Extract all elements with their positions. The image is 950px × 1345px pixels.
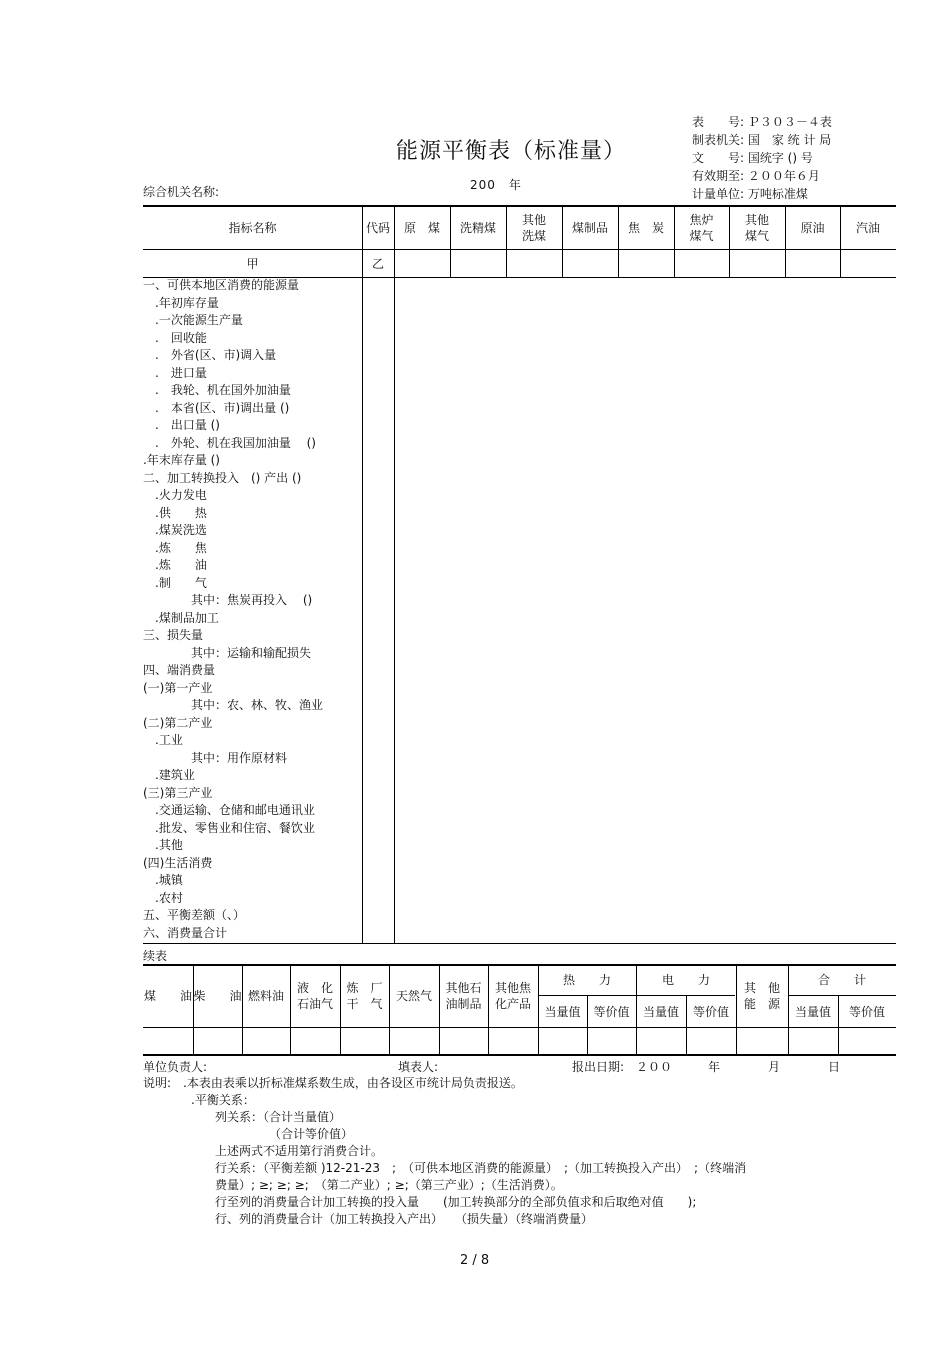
row-label: .煤制品加工 [143, 610, 219, 625]
row-label: 一、可供本地区消费的能源量 [143, 278, 300, 292]
note-line: .平衡关系： [143, 1093, 255, 1107]
row-label: . 外轮、机在我国加油量 () [143, 435, 316, 450]
meta-valid-until: 有效期至: ２００年６月 [692, 169, 820, 183]
header-total: 合 计 [817, 973, 866, 987]
header-heat: 热 力 [562, 973, 611, 987]
header-diesel: 柴 油 [193, 989, 242, 1003]
notes [143, 1075, 746, 1228]
page-title: 能源平衡表（标准量） [396, 139, 627, 164]
header-refinery-gas: 炼 厂 干 气 [346, 981, 383, 1011]
row-label: 其中：运输和输配损失 [143, 645, 312, 660]
row-label: (三)第三产业 [143, 785, 213, 800]
row-label: . 外省(区、市)调入量 [143, 348, 277, 362]
note-line: 行至列的消费量合计加工转换的投入量 (加工转换部分的全部负值求和后取绝对值 ); [143, 1195, 697, 1209]
row-label: (一)第一产业 [143, 680, 213, 695]
header-gasoline: 汽油 [855, 220, 880, 235]
row-label: 三、损失量 [143, 628, 204, 642]
subheader-heat-equivalent: 当量值 [544, 1004, 581, 1019]
row-label: .工业 [143, 733, 183, 747]
header-coal-products: 煤制品 [571, 220, 608, 235]
row-label: . 出口量 () [143, 418, 220, 432]
header-lpg: 液 化 石油气 [296, 981, 333, 1011]
note-line: 列关系：（合计当量值） [143, 1110, 342, 1124]
subheader-elec-equivalent: 当量值 [642, 1004, 679, 1019]
header-other-petroleum: 其他石 油制品 [445, 981, 482, 1011]
row-label: .制 气 [143, 575, 207, 590]
row-label: .批发、零售业和住宿、餐饮业 [143, 820, 315, 835]
subheader-total-equivalent: 当量值 [794, 1004, 831, 1019]
row-label: (四)生活消费 [143, 855, 213, 870]
note-line: 行、列的消费量合计（加工转换投入产出） （损失量）（终端消费量） [143, 1212, 594, 1226]
report-date: 报出日期: ２００ 年 月 日 [572, 1060, 841, 1074]
row-label: . 进口量 [143, 365, 207, 380]
header-fuel-oil: 燃料油 [247, 989, 284, 1003]
header-cleaned-coal: 洗精煤 [459, 220, 496, 235]
row-label: .炼 焦 [143, 540, 207, 555]
header-other-coking: 其他焦 化产品 [494, 981, 531, 1011]
header-other-gas: 其他 煤气 [744, 212, 769, 243]
row-label: .一次能源生产量 [143, 313, 243, 327]
row-label: 五、平衡差额（、） [143, 908, 246, 922]
row-label: .年初库存量 [143, 295, 219, 310]
row-label: .火力发电 [143, 488, 207, 502]
subheader-elec-calorific: 等价值 [692, 1004, 729, 1019]
header-kerosene: 煤 油 [143, 989, 192, 1003]
header-crude-oil: 原油 [800, 220, 825, 235]
meta-authority: 制表机关: 国 家 统 计 局 [692, 133, 832, 147]
row-label: .交通运输、仓储和邮电通讯业 [143, 803, 315, 817]
row-label: .供 热 [143, 505, 207, 520]
header-natural-gas: 天然气 [395, 989, 432, 1003]
row-label: . 我轮、机在国外加油量 [143, 383, 291, 397]
header-indicator: 指标名称 [228, 220, 277, 235]
row-label: 二、加工转换投入 () 产出 () [143, 470, 302, 485]
row-label: .农村 [143, 890, 183, 905]
row-label: 其中：用作原材料 [143, 750, 288, 765]
row-label: 四、端消费量 [143, 663, 216, 677]
row-label: 六、消费量合计 [143, 925, 228, 940]
row-label: (二)第二产业 [143, 715, 213, 730]
row-label: 其中：农、林、牧、渔业 [143, 698, 324, 712]
row-label: .城镇 [143, 873, 183, 887]
header-coke-oven-gas: 焦炉 煤气 [689, 212, 714, 243]
meta-document-no: 文 号: 国统字 () 号 [692, 151, 813, 165]
note-line: 行关系：（平衡差额 )12-21-23 ; （可供本地区消费的能源量） ;（加工转换投入产出） ;（终端消 [143, 1161, 747, 1175]
subheader-jia: 甲 [246, 256, 259, 271]
note-line: 说明: .本表由表乘以折标准煤系数生成，由各设区市统计局负责报送。 [143, 1076, 523, 1090]
note-line: 上述两式不适用第行消费合计。 [143, 1144, 384, 1158]
row-label: 其中：焦炭再投入 () [143, 593, 313, 607]
row-label: .炼 油 [143, 558, 207, 572]
report-year: 200 年 [470, 178, 522, 192]
subheader-total-calorific: 等价值 [848, 1004, 885, 1019]
meta-form-no: 表 号: Ｐ３０３－４表 [692, 115, 832, 129]
header-coke: 焦 炭 [627, 220, 664, 235]
note-line: （合计等价值） [143, 1127, 354, 1141]
header-other-energy: 其 他 能 源 [743, 981, 780, 1011]
subheader-yi: 乙 [371, 256, 384, 271]
row-label: .年末库存量 () [143, 453, 220, 467]
row-label: . 本省(区、市)调出量 () [143, 400, 290, 415]
continued-label: 续表 [143, 949, 168, 963]
header-meta [692, 113, 832, 203]
subheader-heat-calorific: 等价值 [593, 1004, 630, 1019]
org-name-label: 综合机关名称: [143, 185, 220, 199]
row-label: .煤炭洗选 [143, 523, 207, 537]
responsible-label: 单位负责人: [143, 1060, 208, 1074]
header-code: 代码 [365, 220, 390, 235]
note-line: 费量）; ≥; ≥; ≥; （第二产业）; ≥;（第三产业）;（生活消费）。 [143, 1178, 563, 1192]
page-number: 2 / 8 [460, 1253, 490, 1268]
header-raw-coal: 原 煤 [403, 220, 440, 235]
filler-label: 填表人: [398, 1060, 439, 1074]
row-label: .建筑业 [143, 768, 195, 782]
row-label: .其他 [143, 838, 183, 852]
header-electricity: 电 力 [661, 973, 710, 987]
header-other-washed-coal: 其他 洗煤 [521, 212, 546, 243]
meta-unit: 计量单位: 万吨标准煤 [692, 187, 808, 201]
row-label: . 回收能 [143, 330, 207, 345]
